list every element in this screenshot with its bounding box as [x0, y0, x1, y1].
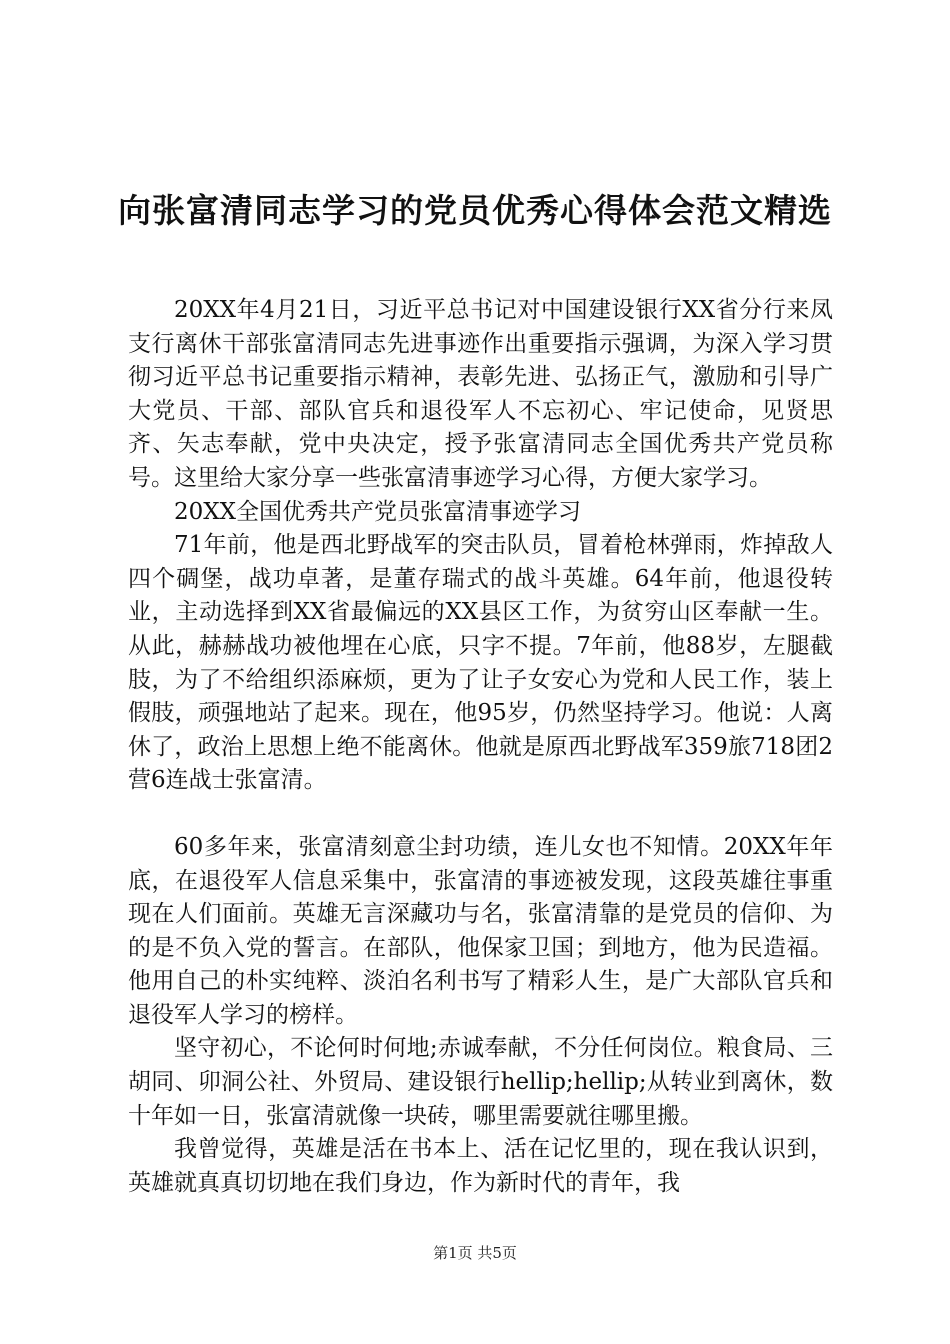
paragraph-biography: 71年前，他是西北野战军的突击队员，冒着枪林弹雨，炸掉敌人四个碉堡，战功卓著，是董存瑞式的战斗英雄。64年前，他退役转业，主动选择到XX省最偏远的XX县区工作，为贫穷山区奉献一生。从此，赫赫战功被他埋在心底，只字不提。7年前，他88岁，左腿截肢，为了不给组织添麻烦，更为了让子女安心为党和人民工作，装上假肢，顽强地站了起来。现在，他95岁，仍然坚持学习。他说：人离休了，政治上思想上绝不能离休。他就是原西北野战军359旅718团2营6连战士张富清。 [128, 532, 833, 794]
paragraph-reflection: 我曾觉得，英雄是活在书本上、活在记忆里的，现在我认识到，英雄就真真切切地在我们身边，作为新时代的青年，我 [128, 1136, 833, 1196]
paragraph-intro: 20XX年4月21日，习近平总书记对中国建设银行XX省分行来凤支行离休干部张富清同志先进事迹作出重要指示强调，为深入学习贯彻习近平总书记重要指示精神，表彰先进、弘扬正气，激励和引导广大党员、干部、部队官兵和退役军人不忘初心、牢记使命，见贤思齐、矢志奉献，党中央决定，授予张富清同志全国优秀共产党员称号。这里给大家分享一些张富清事迹学习心得，方便大家学习。 [128, 297, 833, 491]
paragraph-achievements: 60多年来，张富清刻意尘封功绩，连儿女也不知情。20XX年年底，在退役军人信息采集中，张富清的事迹被发现，这段英雄往事重现在人们面前。英雄无言深藏功与名，张富清靠的是党员的信仰、为的是不负入党的誓言。在部队，他保家卫国；到地方，他为民造福。他用自己的朴实纯粹、淡泊名利书写了精彩人生，是广大部队官兵和退役军人学习的榜样。 [128, 833, 833, 1028]
document-title: 向张富清同志学习的党员优秀心得体会范文精选 [118, 191, 832, 230]
page-number-footer: 第1页 共5页 [433, 1244, 517, 1262]
paragraph-subheading: 20XX全国优秀共产党员张富清事迹学习 [174, 498, 582, 525]
document-body [128, 294, 833, 1200]
paragraph-dedication: 坚守初心，不论何时何地;赤诚奉献，不分任何岗位。粮食局、三胡同、卯洞公社、外贸局、建设银行hellip;hellip;从转业到离休，数十年如一日，张富清就像一块砖，哪里需要就往哪里搬。 [128, 1035, 833, 1129]
